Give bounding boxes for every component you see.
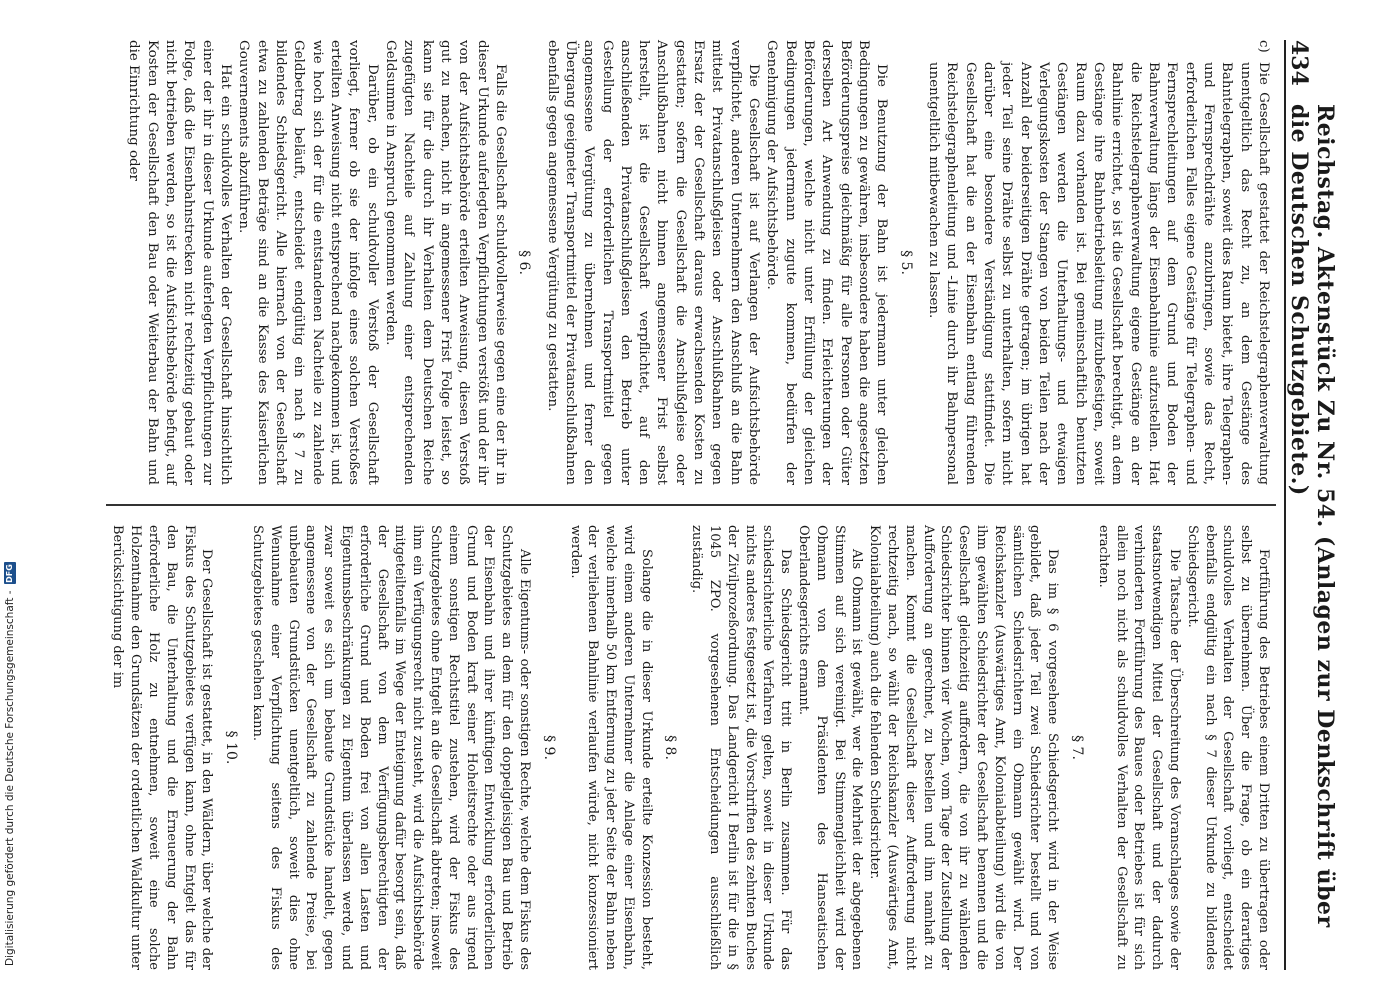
paragraph: Das im § 6 vorgesehene Schiedsgericht wird in der Weise gebildet, daß jeder Teil zwei Schiedsrichter bestellt und von sämtlichen Schiedsrichtern ein Obmann gewählt wird. Der Reichskanzler (Auswärtiges Amt, Kolonialabteilung) wird die von ihm gewählten Schiedsrichter der Gesellschaft benennen und die Gesellschaft gleichzeitig auffordern, die von ihr zu wählenden Schiedsrichter binnen vier Wochen, vom Tage der Zustellung der Aufforderung an gerechnet, zu bestellen und ihm namhaft zu machen. Kommt die Gesellschaft dieser Aufforderung nicht rechtzeitig nach, so wählt der Reichskanzler (Auswärtiges Amt, Kolonialabteilung) auch die fehlenden Schiedsrichter. (867, 525, 1061, 970)
item-text: Die Gesellschaft gestattet der Reichstelegraphenverwaltung unentgeltlich das Recht zu, an dem Gestänge des Bahntelegraphen, soweit dies Raum bietet, ihre Telegraphen- und Fernsprechdrähte anzubringen, sowie das Recht, erforderlichen Falles eigene Gestänge für Telegraphen- und Fernsprechleitungen auf dem Grund und Boden der Bahnverwaltung längs der Eisenbahnlinie aufzustellen. Hat die Reichstelegraphenverwaltung eigene Gestänge an der Bahnlinie errichtet, so ist die Gesellschaft berechtigt, an dem Gestänge ihre Bahnbetriebsleitung mitzubefestigen, soweit Raum dazu vorhanden ist. Bei gemeinschaftlich benutzten Gestängen werden die Unterhaltungs- und etwaigen Verlegungskosten der Stangen von beiden Teilen nach der Anzahl der beiderseitigen Drähte getragen; im übrigen hat jeder Teil seine Drähte selbst zu unterhalten, sofern nicht darüber eine besondere Verständigung stattfindet. Die Gesellschaft hat die an der Eisenbahn entlang führenden Reichstelegraphenleitung und -Linie durch ihr Bahnpersonal unentgeltlich mitbewachen zu lassen. (926, 62, 1271, 485)
dfg-logo-icon: DFG (5, 564, 14, 583)
paragraph: Das Schiedsgericht tritt in Berlin zusammen. Für das schiedsrichterliche Verfahren gelten, soweit in dieser Urkunde nichts anderes festgesetzt ist, die Vorschriften des zehnten Buches der Zivilprozeßordnung. Das Landgericht I Berlin ist für die in § 1045 ZPO. vorgesehenen Entscheidungen ausschließlich zuständig. (689, 525, 794, 970)
right-column (109, 525, 1272, 970)
section-heading: § 8. (662, 735, 679, 760)
section-heading: § 5. (897, 250, 914, 275)
page-header (1284, 40, 1338, 970)
item-label: c) (1256, 40, 1271, 53)
digitization-credit (0, 0, 20, 1000)
section-heading: § 10. (223, 730, 240, 765)
paragraph: Solange die in dieser Urkunde erteilte Konzession besteht, wird einem anderen Unternehmer die Anlage einer Eisenbahn, welche innerhalb 50 km Entfernung zu jeder Seite der Bahn neben der verliehenen Bahnlinie verlaufen würde, nicht konzessioniert werden. (567, 525, 654, 970)
list-item (924, 40, 1272, 485)
paragraph: Die Benutzung der Bahn ist jedermann unter gleichen Bedingungen zu gewähren, insbesondere haben die angesetzten Beförderungspreise gleichmäßig für alle Personen oder Güter derselben Art Anwendung zu finden. Erleichterungen der Beförderungen, welche nicht unter Erfüllung der gleichen Bedingungen jedermann zugute kommen, bedürfen der Genehmigung der Aufsichtsbehörde. (764, 40, 890, 485)
paragraph: Darüber, ob ein schuldvoller Verstoß der Gesellschaft vorliegt, ferner ob sie der infolge eines solchen Verstoßes erteilten Anweisung nicht entsprechend nachgekommen ist, und wie hoch sich der für die entstandenen Nachteile zu zahlende Geldbetrag beläuft, entscheidet endgültig ein nach § 7 zu bildendes Schiedsgericht. Alle hiernach von der Gesellschaft etwa zu zahlenden Beträge sind an die Kasse des Kaiserlichen Gouvernements abzuführen. (236, 40, 380, 485)
page-title: Reichstag. Aktenstück Zu Nr. 54. (Anlagen zur Denkschrift über die Deutschen Schutzgebiete.) (1286, 103, 1338, 928)
credit-text: Digitalisierung gefördert durch die Deutsche Forschungsgemeinschaft - (4, 590, 16, 966)
paragraph: Die Tatsache der Überschreitung des Voranschlages sowie der staatsnotwendigen Mittel der Gesellschaft und der dadurch verhinderten Fortführung des Baues oder Betriebes ist für sich allein noch nicht als schuldvolles Verhalten der Gesellschaft zu erachten. (1095, 525, 1183, 970)
paragraph: Alle Eigentums- oder sonstigen Rechte, welche dem Fiskus des Schutzgebietes an dem für den doppelgleisigen Bau und Betrieb der Eisenbahn und ihrer künftigen Entwicklung erforderlichen Grund und Boden kraft seiner Hoheitsrechte oder aus irgend einem sonstigen Rechtstitel zustehen, wird der Fiskus des Schutzgebietes ohne Entgelt an die Gesellschaft abtreten; insoweit ihm ein Verfügungsrecht nicht zusteht, wird die Aufsichtsbehörde mitgeteiltenfalls im Wege der Enteignung dafür besorgt sein, daß der Gesellschaft von dem Verfügungsberechtigten der erforderliche Grund und Boden frei von allen Lasten und Eigentumsbeschränkungen zu Eigentum überlassen werde, und zwar soweit es sich um bebaute Grundstücke handelt, gegen angemessene von der Gesellschaft zu zahlende Preise, bei unbebauten Grundstücken unentgeltlich, soweit dies ohne Wenunahme einer Verpflichtung seitens des Fiskus des Schutzgebietes geschehen kann. (249, 525, 532, 970)
column-divider (106, 504, 1276, 506)
rotated-document-page (80, 40, 1338, 970)
section-heading: § 9. (540, 735, 557, 760)
left-column (124, 40, 1272, 485)
section-heading: § 7. (1069, 735, 1086, 760)
paragraph: Der Gesellschaft ist gestattet, in den Wäldern, über welche der Fiskus des Schutzgebietes verfügen kann, ohne Entgelt das für den Bau, die Unterhaltung und die Erneuerung der Bahn erforderliche Holz zu entnehmen, soweit eine solche Holzentnahme den Grundsätzen der ordentlichen Waldkultur unter Berücksichtigung der im (110, 525, 215, 970)
paragraph: Fortführung des Betriebes einem Dritten zu übertragen oder selbst zu übernehmen. Über die Frage, ob ein derartiges schuldvolles Verhalten der Gesellschaft vorliegt, entscheidet ebenfalls endgültig ein nach § 7 dieser Urkunde zu bildendes Schiedsgericht. (1184, 525, 1271, 970)
section-heading: § 6. (516, 250, 533, 275)
paragraph: Als Obmann ist gewählt, wer die Mehrheit der abgegebenen Stimmen auf sich vereinigt. Bei Stimmengleichheit wird der Obmann von dem Präsidenten des Hanseatischen Oberlandesgerichts ernannt. (796, 525, 865, 970)
paragraph: Falls die Gesellschaft schuldvollerweise gegen eine der ihr in dieser Urkunde auferlegten Verpflichtungen verstößt und der ihr von der Aufsichtsbehörde erteilten Anweisung, diesen Verstoß gut zu machen, nicht in angemessener Frist Folge leistet, so kann sie für die durch ihr Verhalten dem Deutschen Reiche zugefügten Nachteile auf Zahlung einer entsprechenden Geldsumme in Anspruch genommen werden. (382, 40, 508, 485)
paragraph: Hat ein schuldvolles Verhalten der Gesellschaft hinsichtlich einer der ihr in dieser Urkunde auferlegten Verpflichtungen zur Folge, daß die Eisenbahnstrecken nicht rechtzeitig gebaut oder nicht betrieben werden, so ist die Aufsichtsbehörde befugt, auf Kosten der Gesellschaft den Bau oder Weiterbau der Bahn und die Einrichtung oder (126, 40, 233, 485)
paragraph: Die Gesellschaft ist auf Verlangen der Aufsichtsbehörde verpflichtet, anderen Unternehmern den Anschluß an die Bahn mittelst Privatanschlußgleisen oder Anschlußbahnen gegen Ersatz der der Gesellschaft daraus erwachsenden Kosten zu gestatten; sofern die Gesellschaft die Anschlußgleise oder Anschlußbahnen nicht binnen angemessener Frist selbst herstellt, ist die Gesellschaft verpflichtet, auf den anschließenden Privatanschlußgleisen den Betrieb unter Gestellung der erforderlichen Transportmittel gegen angemessene Vergütung zu übernehmen und ferner den Übergang geeigneter Transportmittel der Privatanschlußbahnen ebenfalls gegen angemessene Vergütung zu gestatten. (544, 40, 762, 485)
page-number: 434 (1286, 40, 1312, 86)
